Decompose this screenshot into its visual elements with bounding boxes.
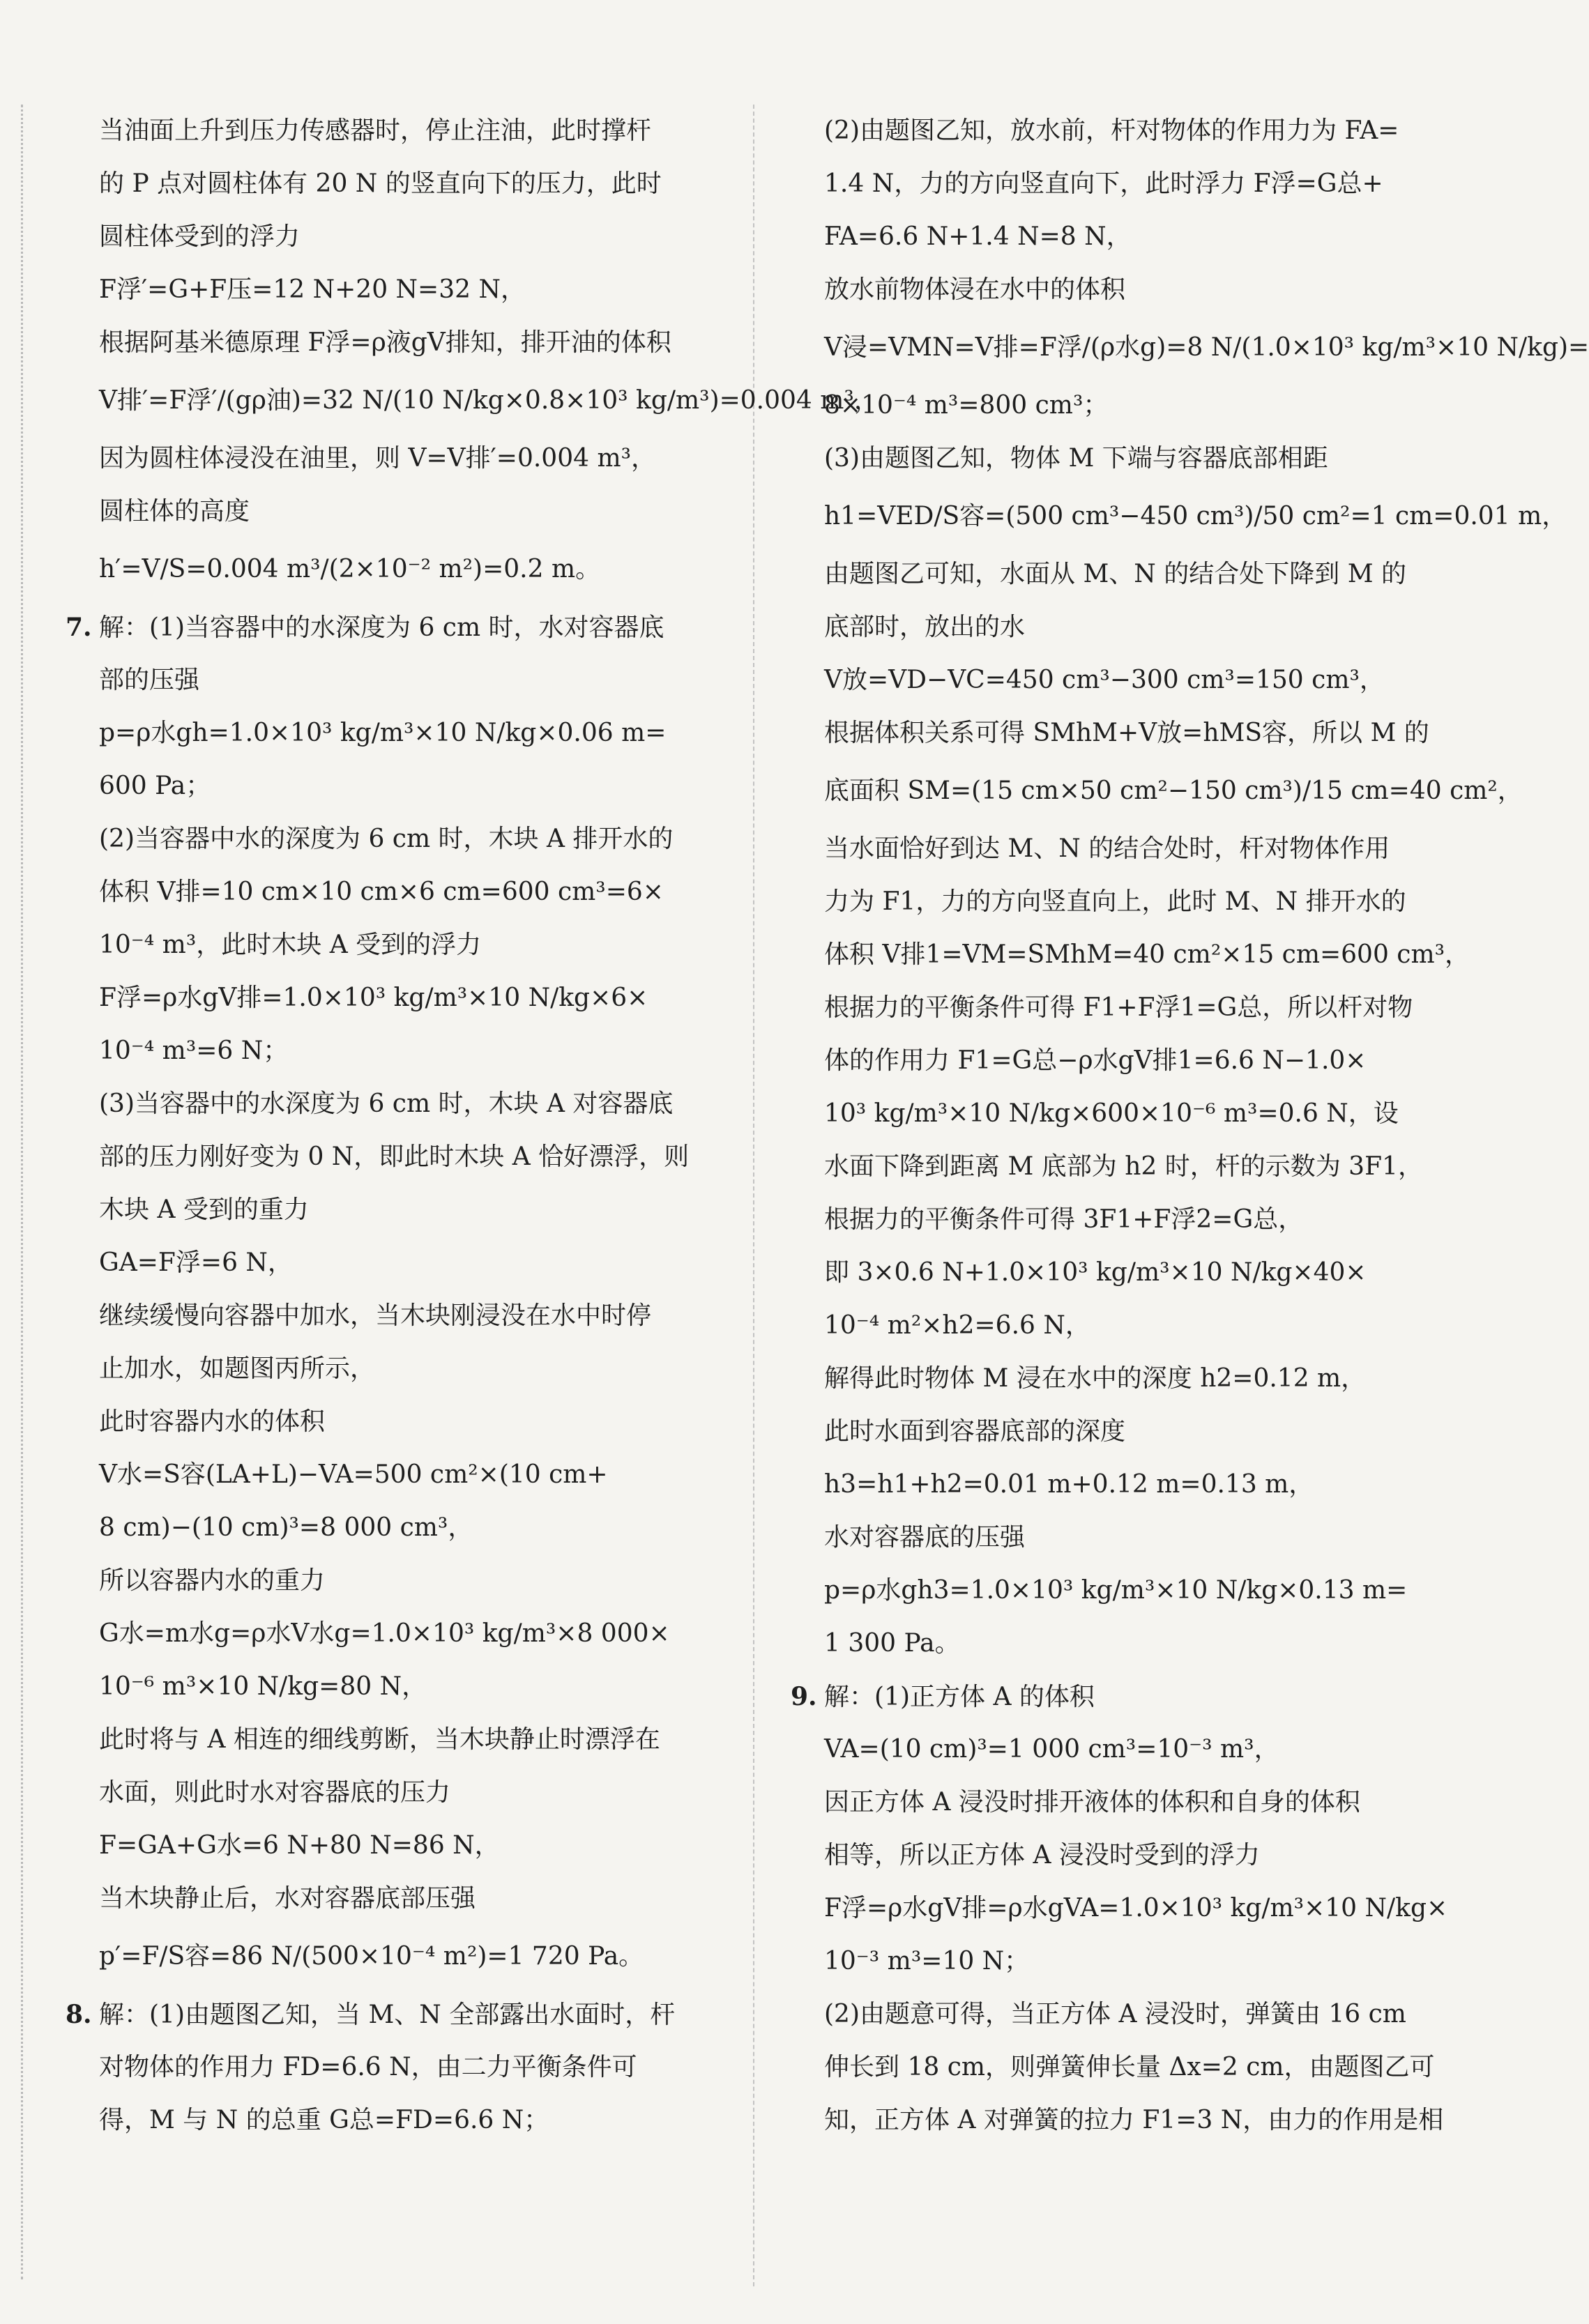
text-line — [788, 760, 1523, 823]
line-text: 由题图乙可知，水面从 M、N 的结合处下降到 M 的 — [824, 560, 1406, 588]
line-text: 1 300 Pa。 — [824, 1629, 960, 1658]
line-text: 放水前物体浸在水中的体积 — [824, 275, 1126, 304]
line-text: 此时将与 A 相连的细线剪断，当木块静止时漂浮在 — [99, 1725, 660, 1754]
text-line — [788, 928, 1470, 981]
text-line — [63, 760, 725, 813]
line-text: h′=V/S=0.004 m³/(2×10⁻² m²)=0.2 m。 — [99, 555, 601, 583]
line-text: 知，正方体 A 对弹簧的拉力 F1=3 N，由力的作用是相 — [824, 2106, 1444, 2134]
line-text: 的 P 点对圆柱体有 20 N 的竖直向下的压力，此时 — [99, 169, 662, 198]
line-text: V放=VD−VC=450 cm³−300 cm³=150 cm³， — [824, 666, 1385, 694]
line-text: 8 cm)−(10 cm)³=8 000 cm³， — [99, 1513, 473, 1542]
text-line — [63, 1343, 725, 1396]
text-line — [788, 1299, 1443, 1352]
line-text: 所以容器内水的重力 — [99, 1566, 326, 1595]
text-line — [788, 263, 1443, 316]
line-text: 8×10⁻⁴ m³=800 cm³； — [824, 391, 1109, 420]
text-line — [63, 1554, 725, 1607]
text-line — [63, 1607, 725, 1660]
text-line — [63, 1501, 725, 1554]
line-text: 10⁻⁶ m³×10 N/kg=80 N， — [99, 1672, 427, 1701]
text-line — [63, 1025, 725, 1078]
line-text: 水面，则此时水对容器底的压力 — [99, 1778, 451, 1807]
text-line — [788, 485, 1567, 548]
line-text: 此时水面到容器底部的深度 — [824, 1417, 1126, 1446]
line-text: 600 Pa； — [99, 772, 211, 800]
line-text: 力为 F1，力的方向竖直向上，此时 M、N 排开水的 — [824, 887, 1406, 916]
line-text: p=ρ水gh3=1.0×10³ kg/m³×10 N/kg×0.13 m= — [824, 1576, 1408, 1605]
question-number: 8. — [66, 2000, 92, 2029]
text-line — [63, 538, 725, 601]
text-line — [63, 211, 725, 263]
text-line — [788, 1193, 1443, 1246]
text-line — [63, 1872, 725, 1925]
text-line — [63, 707, 725, 760]
text-line — [63, 972, 725, 1025]
line-text: 圆柱体的高度 — [99, 497, 250, 526]
text-line — [788, 1458, 1443, 1511]
line-text: (2)由题图乙知，放水前，杆对物体的作用力为 FA= — [824, 116, 1399, 145]
text-line — [788, 105, 1443, 158]
text-line — [788, 2094, 1443, 2147]
text-line — [788, 1034, 1443, 1087]
line-text: F浮=ρ水gV排=ρ水gVA=1.0×10³ kg/m³×10 N/kg× — [824, 1894, 1448, 1922]
line-text: (3)由题图乙知，物体 M 下端与容器底部相距 — [824, 444, 1328, 473]
text-line — [788, 1935, 1443, 1988]
left-column — [63, 105, 879, 2147]
text-line — [63, 1396, 725, 1448]
text-line — [63, 1925, 725, 1988]
line-text: 当油面上升到压力传感器时，停止注油，此时撑杆 — [99, 116, 652, 145]
text-line — [788, 1405, 1443, 1458]
text-line — [63, 1131, 725, 1184]
line-text: 得，M 与 N 的总重 G总=FD=6.6 N； — [99, 2106, 549, 2134]
binding-margin-line — [21, 105, 23, 2279]
text-line — [63, 1660, 725, 1713]
line-text: 解得此时物体 M 浸在水中的深度 h2=0.12 m， — [824, 1364, 1367, 1393]
line-text: 解：(1)当容器中的水深度为 6 cm 时，水对容器底 — [99, 613, 664, 642]
line-text: 底部时，放出的水 — [824, 613, 1026, 641]
text-line — [788, 1829, 1443, 1882]
text-line — [788, 1140, 1443, 1193]
line-text: 解：(1)正方体 A 的体积 — [824, 1683, 1095, 1711]
text-line — [788, 707, 1443, 760]
text-line — [788, 316, 1589, 379]
text-line — [63, 158, 725, 211]
question-number: 9. — [791, 1682, 817, 1711]
question-line — [63, 1988, 725, 2041]
line-text: 因为圆柱体浸没在油里，则 V=V排′=0.004 m³， — [99, 444, 657, 473]
line-text: (3)当容器中的水深度为 6 cm 时，木块 A 对容器底 — [99, 1090, 674, 1118]
text-line — [63, 1766, 725, 1819]
text-line — [788, 1087, 1443, 1140]
line-text: h1=VED/S容=(500 cm³−450 cm³)/50 cm²=1 cm=0.01 m， — [824, 502, 1567, 530]
text-line — [63, 2094, 725, 2147]
text-line — [63, 866, 725, 919]
text-line — [63, 432, 725, 485]
text-line — [788, 876, 1443, 928]
text-line — [788, 1723, 1443, 1776]
text-line — [788, 1352, 1443, 1405]
text-line — [63, 1237, 725, 1290]
text-line — [788, 981, 1443, 1034]
text-line — [63, 369, 879, 432]
text-line — [63, 2041, 725, 2094]
text-line — [788, 1564, 1443, 1617]
text-line — [788, 432, 1443, 485]
text-line — [788, 211, 1443, 263]
question-line — [63, 601, 725, 654]
line-text: 止加水，如题图丙所示， — [99, 1354, 376, 1383]
text-line — [63, 1713, 725, 1766]
line-text: 底面积 SM=(15 cm×50 cm²−150 cm³)/15 cm=40 cm²， — [824, 777, 1523, 805]
line-text: 因正方体 A 浸没时排开液体的体积和自身的体积 — [824, 1788, 1360, 1817]
line-text: 部的压强 — [99, 666, 200, 694]
line-text: GA=F浮=6 N， — [99, 1248, 293, 1277]
text-line — [788, 1776, 1443, 1829]
line-text: 部的压力刚好变为 0 N，即此时木块 A 恰好漂浮，则 — [99, 1142, 690, 1171]
text-line — [788, 1882, 1448, 1935]
text-line — [788, 1988, 1443, 2041]
line-text: 10⁻⁴ m³，此时木块 A 受到的浮力 — [99, 931, 482, 959]
line-text: VA=(10 cm)³=1 000 cm³=10⁻³ m³， — [824, 1735, 1279, 1764]
question-line — [788, 1670, 1443, 1723]
line-text: 根据力的平衡条件可得 3F1+F浮2=G总， — [824, 1205, 1304, 1234]
line-text: (2)由题意可得，当正方体 A 浸没时，弹簧由 16 cm — [824, 2000, 1406, 2028]
text-line — [63, 654, 725, 707]
text-line — [63, 316, 725, 369]
line-text: 10⁻³ m³=10 N； — [824, 1947, 1030, 1975]
right-column — [788, 105, 1589, 2147]
text-line — [788, 601, 1443, 654]
line-text: 根据阿基米德原理 F浮=ρ液gV排知，排开油的体积 — [99, 328, 671, 357]
line-text: h3=h1+h2=0.01 m+0.12 m=0.13 m， — [824, 1470, 1314, 1499]
line-text: 圆柱体受到的浮力 — [99, 222, 301, 251]
text-line — [63, 1290, 725, 1343]
line-text: 此时容器内水的体积 — [99, 1407, 326, 1436]
text-line — [63, 813, 725, 866]
text-line — [63, 1078, 725, 1131]
line-text: 体积 V排1=VM=SMhM=40 cm²×15 cm=600 cm³， — [824, 940, 1470, 969]
line-text: p=ρ水gh=1.0×10³ kg/m³×10 N/kg×0.06 m= — [99, 719, 667, 747]
text-line — [788, 548, 1443, 601]
line-text: V水=S容(LA+L)−VA=500 cm²×(10 cm+ — [99, 1460, 608, 1489]
line-text: 当水面恰好到达 M、N 的结合处时，杆对物体作用 — [824, 834, 1390, 863]
line-text: 1.4 N，力的方向竖直向下，此时浮力 F浮=G总+ — [824, 169, 1383, 198]
line-text: 体积 V排=10 cm×10 cm×6 cm=600 cm³=6× — [99, 878, 664, 906]
text-line — [788, 158, 1443, 211]
line-text: F=GA+G水=6 N+80 N=86 N， — [99, 1831, 500, 1860]
line-text: 对物体的作用力 FD=6.6 N，由二力平衡条件可 — [99, 2053, 637, 2081]
line-text: V浸=VMN=V排=F浮/(ρ水g)=8 N/(1.0×10³ kg/m³×10 N/kg)= — [824, 333, 1589, 362]
line-text: 水对容器底的压强 — [824, 1523, 1026, 1552]
line-text: FA=6.6 N+1.4 N=8 N， — [824, 222, 1132, 251]
line-text: F浮=ρ水gV排=1.0×10³ kg/m³×10 N/kg×6× — [99, 984, 648, 1012]
text-line — [788, 1511, 1443, 1564]
line-text: 根据力的平衡条件可得 F1+F浮1=G总，所以杆对物 — [824, 993, 1413, 1022]
line-text: (2)当容器中水的深度为 6 cm 时，木块 A 排开水的 — [99, 825, 674, 853]
text-line — [788, 1246, 1443, 1299]
text-line — [63, 1448, 725, 1501]
line-text: F浮′=G+F压=12 N+20 N=32 N， — [99, 275, 526, 304]
line-text: 根据体积关系可得 SMhM+V放=hMS容，所以 M 的 — [824, 719, 1429, 747]
line-text: 10⁻⁴ m³=6 N； — [99, 1037, 289, 1065]
line-text: 继续缓慢向容器中加水，当木块刚浸没在水中时停 — [99, 1301, 652, 1330]
text-line — [788, 823, 1443, 876]
line-text: 水面下降到距离 M 底部为 h2 时，杆的示数为 3F1， — [824, 1152, 1423, 1181]
line-text: 解：(1)由题图乙知，当 M、N 全部露出水面时，杆 — [99, 2001, 676, 2029]
line-text: 当木块静止后，水对容器底部压强 — [99, 1884, 476, 1913]
text-line — [63, 1819, 725, 1872]
line-text: 10⁻⁴ m²×h2=6.6 N， — [824, 1311, 1090, 1340]
line-text: V排′=F浮′/(gρ油)=32 N/(10 N/kg×0.8×10³ kg/m³)=0.004 m³， — [99, 386, 879, 415]
line-text: 相等，所以正方体 A 浸没时受到的浮力 — [824, 1841, 1260, 1870]
text-line — [788, 379, 1443, 432]
line-text: 伸长到 18 cm，则弹簧伸长量 Δx=2 cm，由题图乙可 — [824, 2053, 1435, 2081]
text-line — [63, 485, 725, 538]
text-line — [63, 105, 725, 158]
line-text: G水=m水g=ρ水V水g=1.0×10³ kg/m³×8 000× — [99, 1619, 670, 1648]
text-line — [788, 1617, 1443, 1670]
line-text: 10³ kg/m³×10 N/kg×600×10⁻⁶ m³=0.6 N，设 — [824, 1099, 1399, 1128]
text-line — [63, 919, 725, 972]
line-text: 体的作用力 F1=G总−ρ水gV排1=6.6 N−1.0× — [824, 1046, 1367, 1075]
line-text: 即 3×0.6 N+1.0×10³ kg/m³×10 N/kg×40× — [824, 1258, 1367, 1287]
text-line — [63, 263, 725, 316]
line-text: p′=F/S容=86 N/(500×10⁻⁴ m²)=1 720 Pa。 — [99, 1942, 644, 1971]
text-line — [63, 1184, 725, 1237]
question-number: 7. — [66, 613, 92, 642]
line-text: 木块 A 受到的重力 — [99, 1195, 309, 1224]
text-line — [788, 2041, 1443, 2094]
text-line — [788, 654, 1443, 707]
